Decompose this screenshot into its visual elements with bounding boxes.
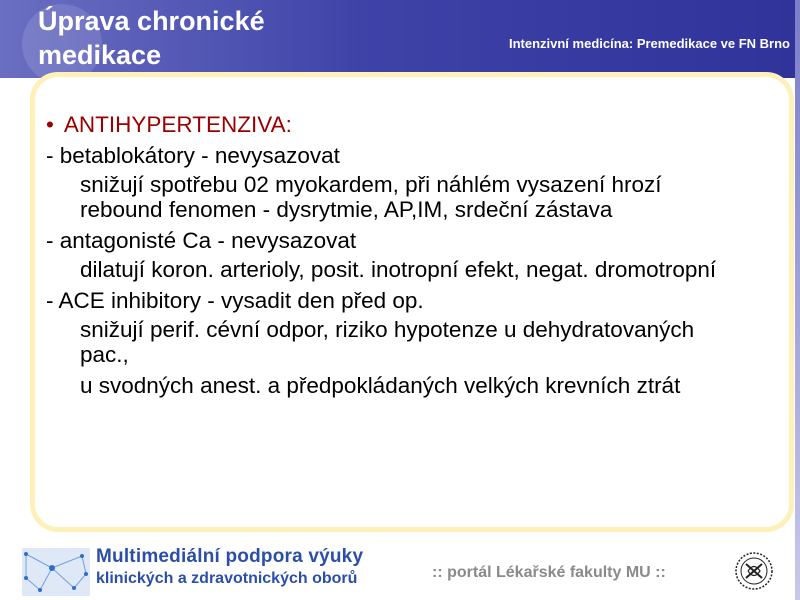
right-edge-decoration <box>795 0 800 600</box>
bullet-heading-text: ANTIHYPERTENZIVA: <box>63 112 292 137</box>
network-graphic-icon <box>22 548 90 596</box>
footer-subtitle: klinických a zdravotnických oborů <box>96 570 358 587</box>
slide-header <box>0 0 800 78</box>
list-item-detail: snižují perif. cévní odpor, riziko hypotenze u dehydratovaných pac., <box>80 317 695 367</box>
bullet-heading <box>46 112 746 137</box>
slide-title: Úprava chronické medikace <box>38 6 265 70</box>
slide-footer <box>0 538 800 600</box>
header-subtitle: Intenzivní medicína: Premedikace ve FN Brno <box>508 36 790 51</box>
slide-content <box>46 112 746 404</box>
list-item-detail: snižují spotřebu 02 myokardem, při náhlém vysazení hrozí rebound fenomen - dysrytmie, AP,IM, srdeční zástava <box>80 172 662 222</box>
footer-title: Multimediální podpora výuky <box>96 546 364 567</box>
list-item: - antagonisté Ca - nevysazovat <box>46 228 357 253</box>
faculty-logo-icon <box>734 550 774 592</box>
list-item: - betablokátory - nevysazovat <box>46 143 340 168</box>
footer-portal-link[interactable]: :: portál Lékařské fakulty MU :: <box>432 564 666 581</box>
list-item-detail: dilatují koron. arterioly, posit. inotropní efekt, negat. dromotropní <box>80 257 717 282</box>
bullet-icon: • <box>46 112 54 137</box>
list-item-detail: u svodných anest. a předpokládaných velkých krevních ztrát <box>80 373 681 398</box>
list-item: - ACE inhibitory - vysadit den před op. <box>46 288 424 313</box>
